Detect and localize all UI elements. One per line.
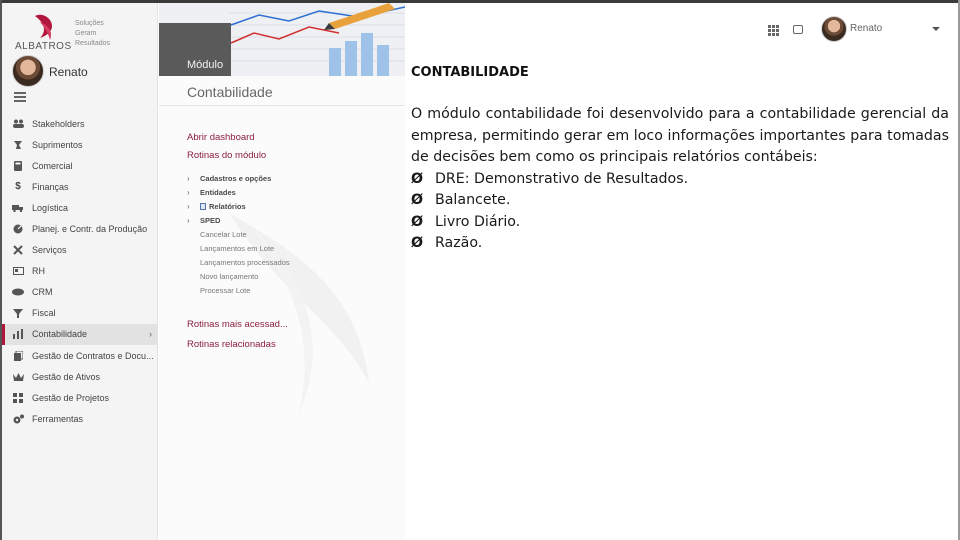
brand-tagline <box>75 19 110 49</box>
tagline-line: Geram <box>75 30 97 37</box>
sidebar-item-label: Finanças <box>32 181 69 192</box>
avatar[interactable] <box>821 16 847 42</box>
sidebar-item-label: Suprimentos <box>32 139 83 150</box>
sidebar-item-contratos[interactable] <box>2 345 158 366</box>
brand-logo[interactable] <box>12 9 152 53</box>
bullet-list <box>411 169 949 255</box>
sidebar-item-ferramentas[interactable] <box>2 408 158 429</box>
tree-subitem[interactable]: Lançamentos processados <box>200 258 290 268</box>
sidebar-item-contabilidade[interactable] <box>2 324 158 345</box>
list-item <box>411 212 949 234</box>
sidebar-item-projetos[interactable] <box>2 387 158 408</box>
bullet-arrow-icon: Ø <box>411 192 424 208</box>
related-routines-link[interactable]: Rotinas relacionadas <box>187 339 276 350</box>
bullet-arrow-icon: Ø <box>411 170 424 187</box>
chat-icon[interactable] <box>793 25 803 34</box>
sidebar-item-comercial[interactable] <box>2 155 158 176</box>
content-paragraph: O módulo contabilidade foi desenvolvido para a contabilidade gerencial da empresa, permitindo gerar em loco informações importantes para tomadas de decisões bem como os principais relatórios contábeis: <box>411 106 949 165</box>
tree-subitem[interactable]: Cancelar Lote <box>200 229 247 239</box>
list-item <box>411 233 949 255</box>
top-bar <box>405 3 958 56</box>
list-item-text: Razão. <box>435 235 483 251</box>
tagline-line: Soluções <box>75 20 104 27</box>
tree-item-label: Relatórios <box>209 201 246 211</box>
sidebar-item-label: Serviços <box>32 245 67 256</box>
funnel-icon <box>12 308 24 318</box>
sidebar-item-fiscal[interactable] <box>2 303 158 324</box>
tools-icon <box>12 245 24 255</box>
id-card-icon <box>12 266 24 276</box>
apps-grid-icon[interactable] <box>768 25 779 36</box>
sidebar-item-financas[interactable] <box>2 176 158 197</box>
most-accessed-routines-link[interactable]: Rotinas mais acessad... <box>187 319 288 330</box>
open-dashboard-link[interactable]: Abrir dashboard <box>187 132 255 143</box>
chevron-right-icon: › <box>187 215 190 225</box>
brand-name: ALBATROS <box>15 41 72 52</box>
module-title: Contabilidade <box>187 84 273 100</box>
tree-item-entidades[interactable] <box>187 185 397 199</box>
tree-item-cadastros[interactable] <box>187 171 397 185</box>
dollar-icon: $ <box>15 181 21 193</box>
chevron-down-icon[interactable] <box>932 27 940 31</box>
sidebar-item-stakeholders[interactable] <box>2 113 158 134</box>
sidebar-item-planejamento[interactable] <box>2 218 158 239</box>
sidebar-item-label: Contabilidade <box>32 329 88 340</box>
calculator-icon <box>12 161 24 171</box>
gears-icon <box>12 414 24 424</box>
tree-item-label: Entidades <box>200 187 236 197</box>
tree-item-label: Cadastros e opções <box>200 173 272 183</box>
sidebar-item-label: Ferramentas <box>32 413 84 424</box>
bar-chart-icon <box>12 329 24 339</box>
sidebar-item-crm[interactable] <box>2 282 158 303</box>
sidebar-menu <box>2 113 158 429</box>
tagline-line: Resultados <box>75 40 111 47</box>
tree-item-relatorios[interactable] <box>187 199 397 213</box>
sidebar-item-label: CRM <box>32 287 53 298</box>
sidebar-item-label: RH <box>32 266 45 277</box>
tree-subitem[interactable]: Novo lançamento <box>200 272 259 282</box>
sidebar <box>2 3 158 540</box>
sidebar-item-label: Gestão de Contratos e Docu... <box>32 350 154 361</box>
supplies-icon <box>12 140 24 150</box>
handshake-icon <box>12 287 24 297</box>
module-panel <box>159 3 405 540</box>
chevron-right-icon: › <box>187 173 190 183</box>
content-title: CONTABILIDADE <box>411 65 529 80</box>
sidebar-item-label: Logística <box>32 202 69 213</box>
user-name: Renato <box>49 65 88 79</box>
user-profile[interactable] <box>12 55 152 89</box>
sidebar-item-ativos[interactable] <box>2 366 158 387</box>
sidebar-item-label: Gestão de Projetos <box>32 392 110 403</box>
bullet-arrow-icon: Ø <box>411 235 424 251</box>
tree-item-label: SPED <box>200 215 221 225</box>
sidebar-item-logistica[interactable] <box>2 197 158 218</box>
list-item-text: Balancete. <box>435 192 511 208</box>
sidebar-item-suprimentos[interactable] <box>2 134 158 155</box>
list-item <box>411 169 949 191</box>
sidebar-item-label: Stakeholders <box>32 118 85 129</box>
top-user-name[interactable]: Renato <box>850 23 883 34</box>
list-item-text: Livro Diário. <box>435 213 521 230</box>
sidebar-item-servicos[interactable] <box>2 240 158 261</box>
module-tree <box>187 171 397 298</box>
bullet-arrow-icon: Ø <box>411 213 424 230</box>
list-item-text: DRE: Demonstrativo de Resultados. <box>435 170 689 187</box>
grid-projects-icon <box>12 393 24 403</box>
content-area <box>411 62 949 255</box>
sidebar-item-rh[interactable] <box>2 261 158 282</box>
documents-icon <box>12 351 24 361</box>
chevron-right-icon: › <box>187 201 190 211</box>
list-item <box>411 190 949 212</box>
tree-item-sped[interactable] <box>187 213 397 227</box>
tree-subitem[interactable]: Processar Lote <box>200 286 251 296</box>
menu-toggle-icon[interactable] <box>14 92 26 102</box>
avatar <box>12 55 44 87</box>
divider <box>159 105 405 106</box>
crown-icon <box>12 372 24 382</box>
users-icon <box>12 119 24 129</box>
sidebar-item-label: Comercial <box>32 160 73 171</box>
module-tab-label: Módulo <box>187 59 224 71</box>
truck-icon <box>12 203 24 213</box>
tree-subitem[interactable]: Lançamentos em Lote <box>200 244 275 254</box>
albatros-logo-icon <box>32 12 58 42</box>
sidebar-item-label: Fiscal <box>32 308 56 319</box>
report-icon <box>200 203 206 210</box>
gauge-icon <box>12 224 24 234</box>
sidebar-item-label: Planej. e Contr. da Produção <box>32 224 148 235</box>
chevron-right-icon: › <box>187 187 190 197</box>
module-routines-link[interactable]: Rotinas do módulo <box>187 150 267 161</box>
sidebar-item-label: Gestão de Ativos <box>32 371 101 382</box>
chevron-right-icon: › <box>149 328 152 339</box>
